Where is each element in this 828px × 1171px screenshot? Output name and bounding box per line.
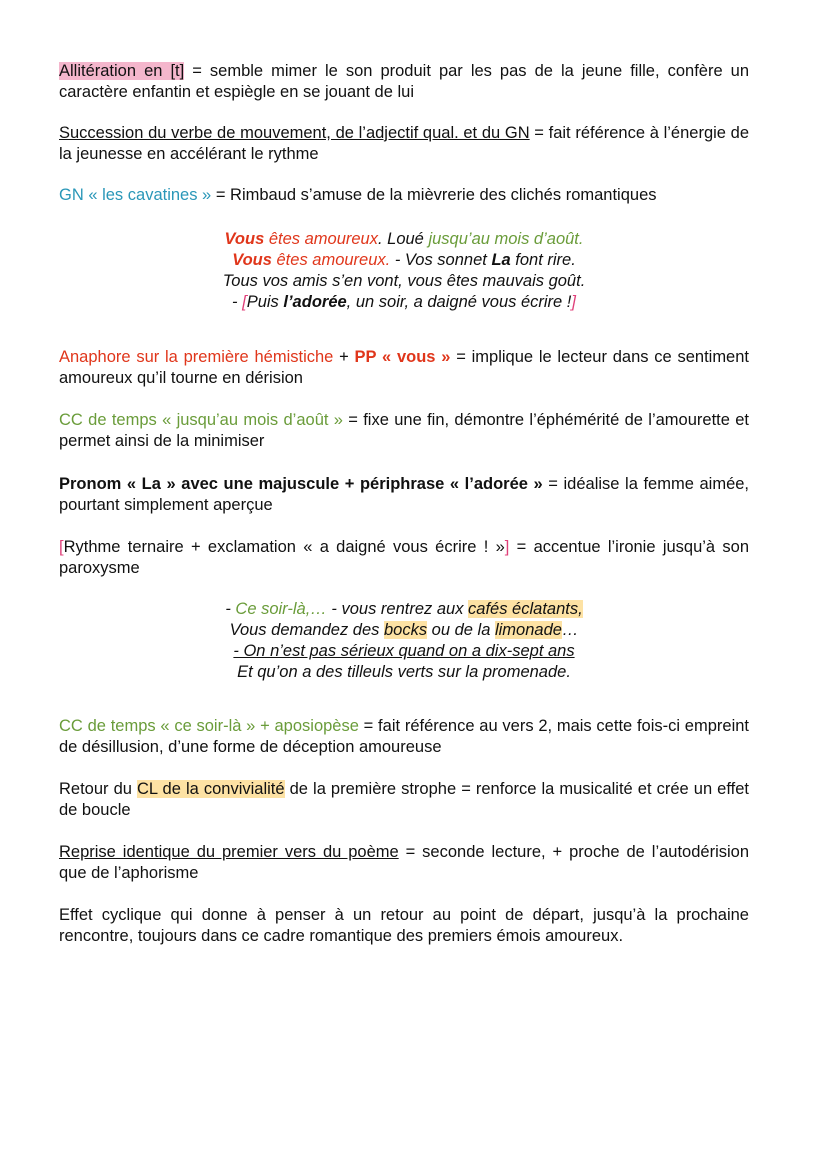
verse-fragment: …: [561, 621, 579, 639]
verse-vous: Vous: [224, 230, 265, 248]
term-cc-temps: CC de temps « jusqu’au mois d’août »: [59, 411, 343, 429]
analysis-text: = seconde lecture, + proche de l’autodérision que de l’aphorisme: [59, 843, 750, 882]
verse-champ-lexical: limonade: [494, 621, 562, 639]
analysis-text: = fait référence au vers 2, mais cette fois-ci empreint de désillusion, d’une forme de déception amoureuse: [59, 717, 749, 756]
term-champ-lexical: CL de la convivialité: [137, 780, 285, 798]
verse-line: [59, 250, 749, 271]
verse-fragment: font rire.: [510, 251, 576, 269]
analysis-aposiopese: [59, 716, 749, 758]
bracket-close: ]: [504, 538, 510, 556]
analysis-text: = accentue l’ironie jusqu’à son paroxysme: [59, 538, 749, 577]
term-pp-vous: PP « vous »: [354, 348, 451, 366]
verse-line-underlined: - On n’est pas sérieux quand on a dix-sept ans: [233, 642, 575, 660]
term-succession: Succession du verbe de mouvement, de l’adjectif qual. et du GN: [59, 124, 530, 142]
analysis-cc-temps-aout: [59, 410, 749, 452]
term-cc-temps-soir: CC de temps « ce soir-là » + aposiopèse: [59, 717, 359, 735]
verse-fragment: - Vos sonnet: [390, 251, 492, 269]
analysis-cavatines: [59, 185, 749, 206]
analysis-text: de la première strophe = renforce la musicalité et crée un effet de boucle: [59, 780, 749, 819]
verse-adoree: l’adorée: [283, 293, 347, 311]
analysis-text: Retour du: [59, 780, 137, 798]
poem-stanza-2: [59, 599, 749, 683]
analysis-effet-cyclique: Effet cyclique qui donne à penser à un retour au point de départ, jusqu’à la prochaine rencontre, toujours dans ce cadre romantique des premiers émois amoureux.: [59, 906, 749, 945]
term-anaphore: Anaphore sur la première hémistiche: [59, 348, 334, 366]
bracket-open: [: [242, 293, 247, 311]
verse-line: [59, 620, 749, 641]
verse-pronoun-la: La: [491, 251, 511, 269]
bracket-close: ]: [571, 293, 576, 311]
term-alliteration: Allitération en [t]: [59, 62, 185, 80]
poem-stanza-1: [59, 229, 749, 313]
analysis-succession: [59, 123, 749, 165]
verse-fragment: êtes amoureux: [264, 230, 378, 248]
verse-fragment: -: [225, 600, 236, 618]
analysis-rythme-ternaire: [59, 537, 749, 579]
verse-line: [59, 292, 749, 313]
analysis-text: = semble mimer le son produit par les pas de la jeune fille, confère un caractère enfantin et espiègle en se jouant de lui: [59, 62, 749, 101]
verse-cc-temps: jusqu’au mois d’août.: [428, 230, 584, 248]
term-pronom: Pronom « La » avec une majuscule + périphrase « l’adorée »: [59, 475, 543, 493]
verse-champ-lexical: cafés éclatants,: [468, 600, 583, 618]
analysis-text: = fixe une fin, démontre l’éphémérité de l’amourette et permet ainsi de la minimiser: [59, 411, 749, 450]
analysis-convivialite: [59, 779, 749, 821]
term-cavatines: GN « les cavatines »: [59, 186, 212, 204]
verse-line: Et qu’on a des tilleuls verts sur la promenade.: [237, 663, 571, 681]
verse-champ-lexical: bocks: [383, 621, 428, 639]
verse-line: Tous vos amis s’en vont, vous êtes mauvais goût.: [222, 272, 586, 290]
bracket-open: [: [59, 538, 64, 556]
term-reprise: Reprise identique du premier vers du poème: [59, 843, 399, 861]
verse-fragment: Vous demandez des: [229, 621, 384, 639]
verse-fragment: êtes amoureux.: [271, 251, 391, 269]
verse-fragment: -: [232, 293, 243, 311]
verse-fragment: . Loué: [377, 230, 429, 248]
analysis-pronom-la: [59, 474, 749, 516]
verse-fragment: , un soir, a daigné vous écrire !: [346, 293, 572, 311]
analysis-text: = implique le lecteur dans ce sentiment amoureux qu’il tourne en dérision: [59, 348, 749, 387]
analysis-text: = idéalise la femme aimée, pourtant simplement aperçue: [59, 475, 750, 514]
verse-fragment: Puis: [246, 293, 284, 311]
analysis-text: = fait référence à l’énergie de la jeunesse en accélérant le rythme: [59, 124, 749, 163]
analysis-anaphore: [59, 347, 749, 389]
term-rythme: Rythme ternaire + exclamation « a daigné vous écrire ! »: [63, 538, 505, 556]
verse-cc-temps: Ce soir-là,…: [235, 600, 327, 618]
analysis-alliteration: [59, 61, 749, 103]
analysis-text: +: [333, 348, 355, 366]
verse-line: [59, 229, 749, 250]
verse-vous: Vous: [232, 251, 272, 269]
analysis-text: = Rimbaud s’amuse de la mièvrerie des clichés romantiques: [211, 186, 657, 204]
verse-line: [59, 599, 749, 620]
verse-fragment: - vous rentrez aux: [326, 600, 469, 618]
analysis-reprise: [59, 842, 749, 884]
verse-fragment: ou de la: [427, 621, 495, 639]
